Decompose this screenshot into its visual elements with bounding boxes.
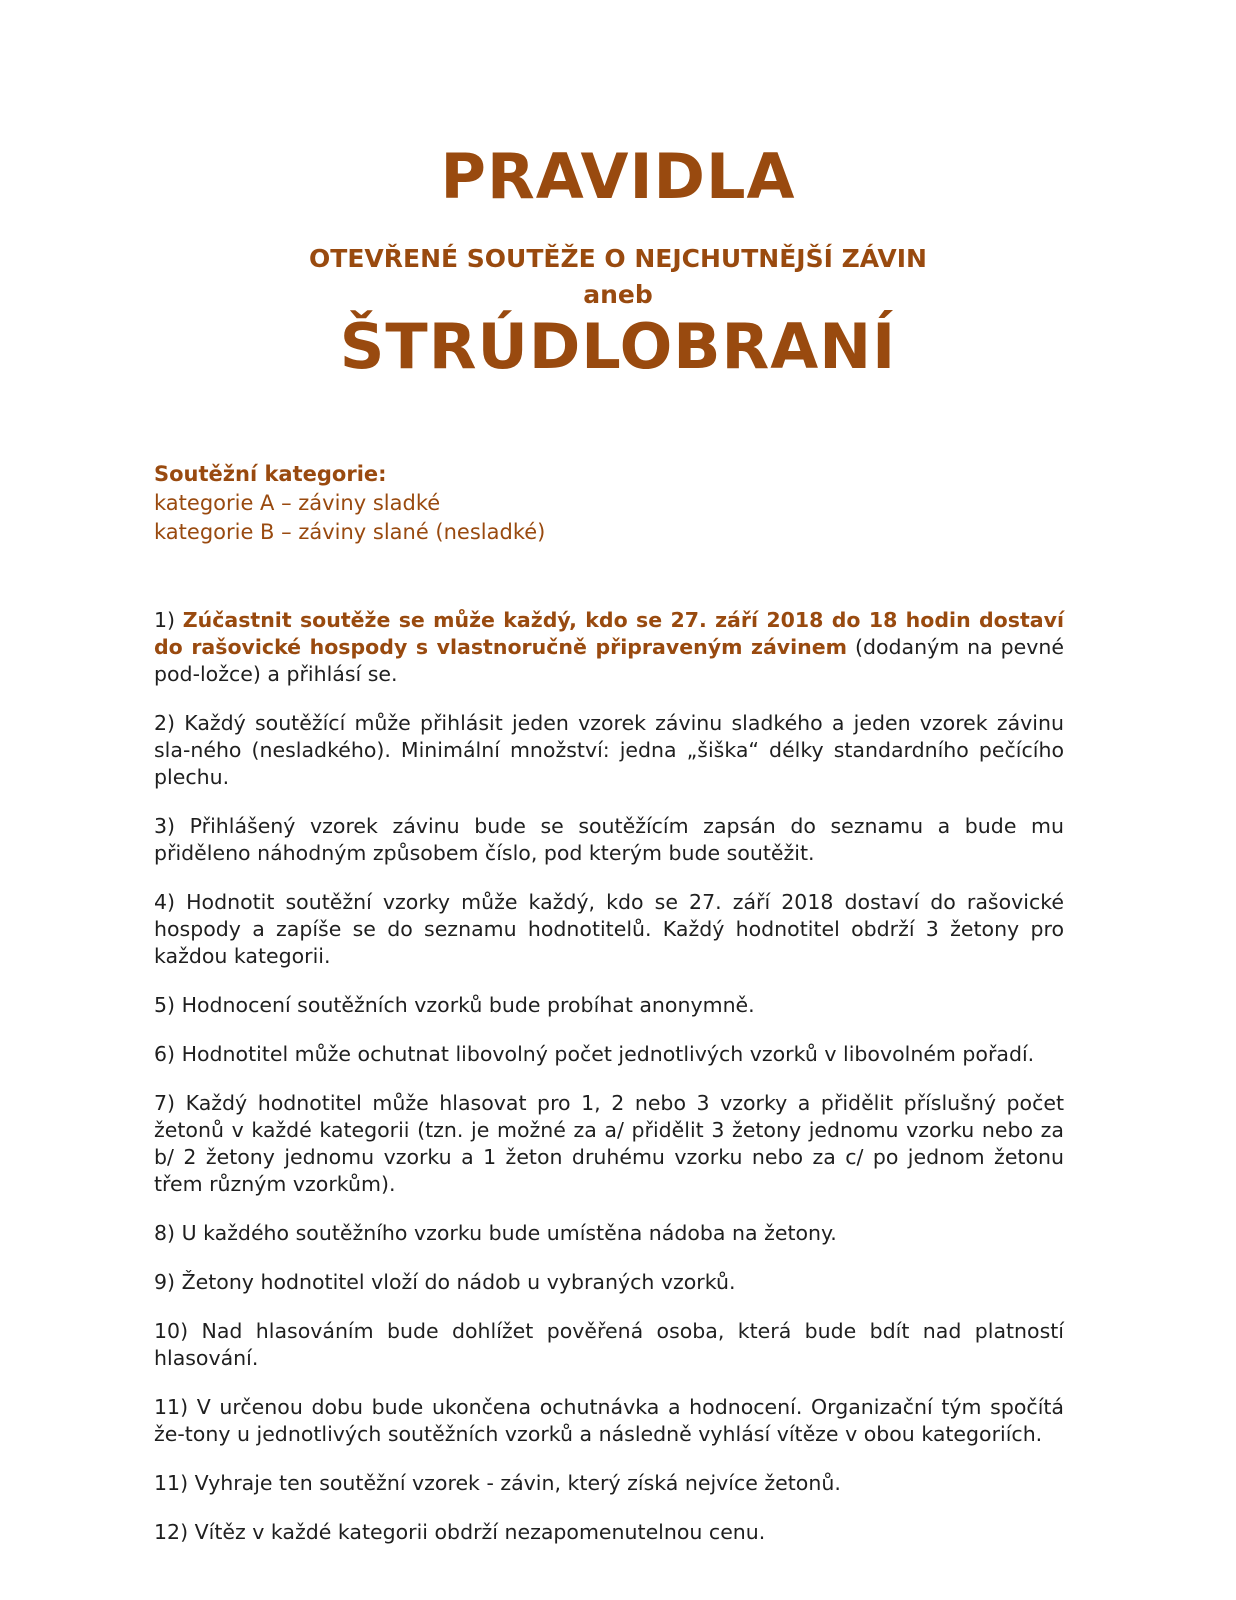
rule-text: Každý hodnotitel může hlasovat pro 1, 2 nebo 3 vzorky a přidělit příslušný počet žetonů v každé kategorii (tzn. je možné za a/ přidělit 3 žetony jednomu vzorku nebo za b/ 2 žetony jednomu vzorku a 1 žeton druhému vzorku nebo za c/ po jednom žetonu třem různým vzorkům).: [154, 1091, 1064, 1196]
rule-item: [154, 1269, 1064, 1296]
rule-text: Hodnotit soutěžní vzorky může každý, kdo se 27. září 2018 dostaví do rašovické hospody a zapíše se do seznamu hodnotitelů. Každý hodnotitel obdrží 3 žetony pro každou kategorii.: [154, 890, 1064, 968]
rule-text: Vítěz v každé kategorii obdrží nezapomenutelnou cenu.: [194, 1520, 766, 1544]
event-name: ŠTRÚDLOBRANÍ: [339, 310, 897, 383]
rule-number: 6): [154, 1042, 176, 1066]
rule-number: 10): [154, 1319, 189, 1343]
page-subtitle: OTEVŘENÉ SOUTĚŽE O NEJCHUTNĚJŠÍ ZÁVIN: [309, 244, 927, 273]
rule-item: [154, 1470, 1064, 1497]
rule-item: [154, 1318, 1064, 1372]
category-item: kategorie B – záviny slané (nesladké): [154, 520, 546, 544]
title-connector: aneb: [583, 280, 653, 309]
rule-item: [154, 889, 1064, 970]
rule-number: 11): [154, 1395, 189, 1419]
rule-item: [154, 710, 1064, 791]
rule-number: 4): [154, 890, 176, 914]
rule-text: Hodnotitel může ochutnat libovolný počet jednotlivých vzorků v libovolném pořadí.: [181, 1042, 1035, 1066]
rule-text: Žetony hodnotitel vloží do nádob u vybraných vzorků.: [181, 1270, 736, 1294]
rule-item: [154, 1519, 1064, 1546]
rules-list: [154, 607, 1064, 1568]
rule-number: 12): [154, 1520, 189, 1544]
categories-heading: Soutěžní kategorie:: [154, 462, 387, 486]
page-title: PRAVIDLA: [440, 140, 796, 213]
category-item: kategorie A – záviny sladké: [154, 491, 441, 515]
rule-item: [154, 813, 1064, 867]
rule-number: 8): [154, 1221, 176, 1245]
rule-highlight: Zúčastnit soutěže se může každý, kdo se 27. září 2018 do 18 hodin dostaví do rašovické hospody s vlastnoručně připraveným závinem: [154, 608, 1064, 659]
rule-text: Přihlášený vzorek závinu bude se soutěžícím zapsán do seznamu a bude mu přiděleno náhodným způsobem číslo, pod kterým bude soutěžit.: [154, 814, 1064, 865]
rule-text: (dodaným na pevné pod-ložce) a přihlásí se.: [154, 635, 1064, 686]
categories-section: [154, 460, 545, 547]
rule-text: Nad hlasováním bude dohlížet pověřená osoba, která bude bdít nad platností hlasování.: [154, 1319, 1064, 1370]
rule-number: 7): [154, 1091, 176, 1115]
rule-item: [154, 607, 1064, 688]
rule-item: [154, 1394, 1064, 1448]
rule-text: V určenou dobu bude ukončena ochutnávka a hodnocení. Organizační tým spočítá že-tony u jednotlivých soutěžních vzorků a následně vyhlásí vítěze v obou kategoriích.: [154, 1395, 1064, 1446]
rule-item: [154, 992, 1064, 1019]
rule-text: Hodnocení soutěžních vzorků bude probíhat anonymně.: [181, 993, 755, 1017]
rule-number: 11): [154, 1471, 189, 1495]
rule-number: 3): [154, 814, 176, 838]
rule-text: U každého soutěžního vzorku bude umístěna nádoba na žetony.: [181, 1221, 837, 1245]
rule-number: 1): [154, 608, 176, 632]
rule-item: [154, 1041, 1064, 1068]
rule-text: Vyhraje ten soutěžní vzorek - závin, který získá nejvíce žetonů.: [194, 1471, 841, 1495]
rule-number: 2): [154, 711, 176, 735]
rule-item: [154, 1220, 1064, 1247]
rule-number: 9): [154, 1270, 176, 1294]
rule-text: Každý soutěžící může přihlásit jeden vzorek závinu sladkého a jeden vzorek závinu sla-ného (nesladkého). Minimální množství: jedna „šiška“ délky standardního pečícího plechu.: [154, 711, 1064, 789]
rule-number: 5): [154, 993, 176, 1017]
rule-item: [154, 1090, 1064, 1198]
